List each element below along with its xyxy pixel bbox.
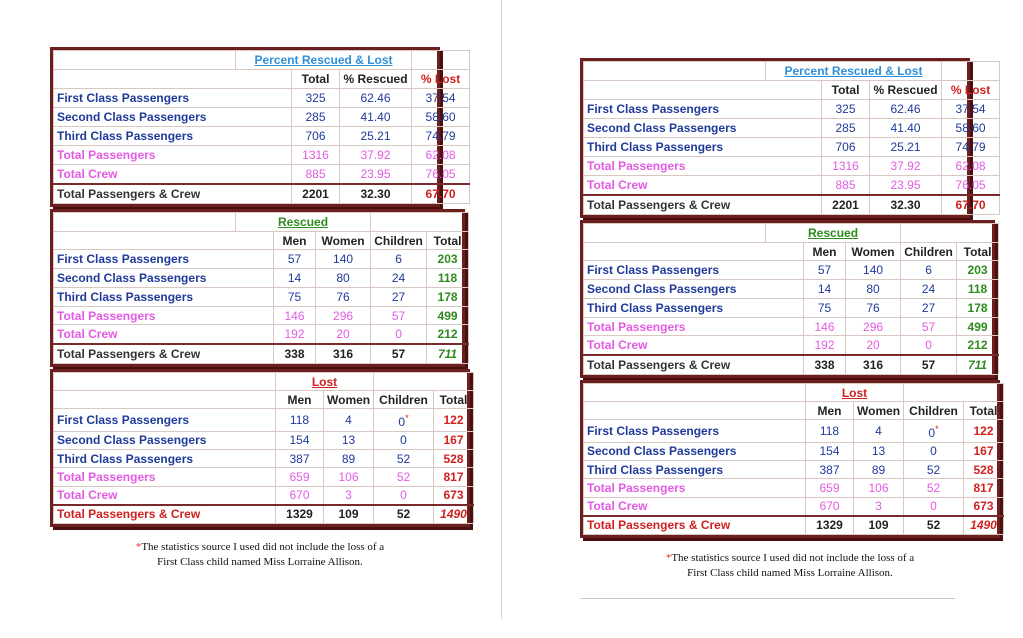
cell-value: 74.79 xyxy=(942,137,1000,156)
cell-value: 316 xyxy=(316,344,371,363)
row-label: Third Class Passengers xyxy=(54,287,274,306)
document-page-2 xyxy=(580,58,1020,638)
table-row xyxy=(54,107,470,126)
cell-value: 118 xyxy=(806,420,854,442)
cell-value: 0* xyxy=(904,420,964,442)
row-label: Total Crew xyxy=(584,497,806,516)
cell-value: 154 xyxy=(806,442,854,460)
table-row xyxy=(54,486,474,505)
cell-value: 1329 xyxy=(276,505,324,524)
cell-value: 140 xyxy=(316,250,371,269)
cell-value: 37.92 xyxy=(870,156,942,175)
table-row xyxy=(584,118,1000,137)
table-row xyxy=(54,306,469,325)
cell-value: 106 xyxy=(854,479,904,497)
cell-value: 3 xyxy=(854,497,904,516)
footnote xyxy=(580,551,1000,581)
row-label: First Class Passengers xyxy=(584,261,804,280)
rescued-col-header: Total xyxy=(427,231,469,250)
percent-col-header: % Rescued xyxy=(870,80,942,99)
cell-value: 203 xyxy=(427,250,469,269)
lost-table xyxy=(580,380,1000,538)
table-row xyxy=(54,184,470,204)
cell-value: 52 xyxy=(374,505,434,524)
page-divider xyxy=(501,0,502,619)
rescued-table xyxy=(580,220,995,378)
table-row xyxy=(584,280,999,299)
row-label: First Class Passengers xyxy=(54,88,292,107)
footnote-star: * xyxy=(665,552,672,564)
cell-value: 140 xyxy=(846,261,901,280)
cell-value: 75 xyxy=(274,287,316,306)
row-label: Second Class Passengers xyxy=(584,118,822,137)
cell-value: 1490 xyxy=(434,505,474,524)
row-label: Total Passengers & Crew xyxy=(54,344,274,363)
row-label: Total Passengers xyxy=(584,317,804,336)
cell-value: 80 xyxy=(846,280,901,299)
cell-value: 74.79 xyxy=(412,126,470,145)
cell-value: 57 xyxy=(371,344,427,363)
cell-value: 58.60 xyxy=(412,107,470,126)
cell-value: 24 xyxy=(371,269,427,288)
percent-table xyxy=(50,47,461,207)
row-label: First Class Passengers xyxy=(584,420,806,442)
lost-col-header: Total xyxy=(964,402,1004,420)
lost-col-header: Women xyxy=(324,391,374,409)
cell-value: 37.54 xyxy=(942,99,1000,118)
cell-value: 0 xyxy=(904,497,964,516)
row-label: Total Passengers & Crew xyxy=(584,355,804,374)
footnote-line-1: The statistics source I used did not include the loss of a xyxy=(671,552,915,564)
cell-value: 0 xyxy=(901,336,957,355)
table-row xyxy=(584,442,1004,460)
row-label: Total Passengers xyxy=(54,306,274,325)
cell-value: 1316 xyxy=(292,145,340,164)
cell-value: 52 xyxy=(904,516,964,535)
table-row xyxy=(584,479,1004,497)
percent-table xyxy=(580,58,991,218)
cell-value: 13 xyxy=(854,442,904,460)
rescued-col-header: Children xyxy=(371,231,427,250)
cell-value: 178 xyxy=(957,298,999,317)
percent-table-title: Percent Rescued & Lost xyxy=(236,51,412,70)
table-row xyxy=(54,88,470,107)
cell-value: 387 xyxy=(276,450,324,468)
cell-value: 2201 xyxy=(822,195,870,215)
table-row xyxy=(54,126,470,145)
cell-value: 57 xyxy=(804,261,846,280)
cell-value: 58.60 xyxy=(942,118,1000,137)
row-label: Second Class Passengers xyxy=(584,280,804,299)
document-page-1 xyxy=(50,47,490,627)
cell-value: 212 xyxy=(957,336,999,355)
cell-value: 499 xyxy=(957,317,999,336)
cell-value: 885 xyxy=(292,164,340,184)
cell-value: 118 xyxy=(427,269,469,288)
cell-value: 62.46 xyxy=(870,99,942,118)
cell-value: 167 xyxy=(434,431,474,449)
cell-value: 0 xyxy=(371,325,427,344)
percent-col-header: Total xyxy=(822,80,870,99)
cell-value: 109 xyxy=(324,505,374,524)
lost-col-header: Children xyxy=(904,402,964,420)
table-row xyxy=(584,137,1000,156)
cell-value: 24 xyxy=(901,280,957,299)
cell-value: 2201 xyxy=(292,184,340,204)
cell-value: 1490 xyxy=(964,516,1004,535)
cell-value: 20 xyxy=(846,336,901,355)
row-label: First Class Passengers xyxy=(54,409,276,431)
cell-value: 122 xyxy=(434,409,474,431)
row-label: Total Crew xyxy=(54,164,292,184)
cell-value: 711 xyxy=(957,355,999,374)
rescued-table xyxy=(50,209,465,367)
table-row xyxy=(584,516,1004,535)
rescued-table-title: Rescued xyxy=(236,213,371,232)
percent-table-title: Percent Rescued & Lost xyxy=(766,62,942,81)
cell-value: 1316 xyxy=(822,156,870,175)
cell-value: 203 xyxy=(957,261,999,280)
row-label: Third Class Passengers xyxy=(584,298,804,317)
cell-value: 325 xyxy=(822,99,870,118)
page-bottom-line xyxy=(580,598,955,599)
row-label: Third Class Passengers xyxy=(584,461,806,479)
cell-value: 0 xyxy=(374,431,434,449)
row-label: Total Passengers xyxy=(54,145,292,164)
cell-value: 23.95 xyxy=(870,175,942,195)
percent-col-header: % Rescued xyxy=(340,69,412,88)
row-label: Total Passengers xyxy=(584,156,822,175)
row-label: Second Class Passengers xyxy=(584,442,806,460)
table-row xyxy=(54,431,474,449)
cell-value: 23.95 xyxy=(340,164,412,184)
cell-value: 37.92 xyxy=(340,145,412,164)
cell-value: 89 xyxy=(324,450,374,468)
cell-value: 118 xyxy=(276,409,324,431)
lost-col-header: Men xyxy=(276,391,324,409)
cell-value: 285 xyxy=(292,107,340,126)
cell-value: 0* xyxy=(374,409,434,431)
cell-value: 528 xyxy=(964,461,1004,479)
cell-value: 4 xyxy=(324,409,374,431)
table-row xyxy=(54,269,469,288)
cell-value: 41.40 xyxy=(870,118,942,137)
row-label: Third Class Passengers xyxy=(54,450,276,468)
rescued-col-header: Men xyxy=(804,242,846,261)
cell-value: 885 xyxy=(822,175,870,195)
row-label: Total Passengers & Crew xyxy=(584,516,806,535)
cell-value: 89 xyxy=(854,461,904,479)
cell-value: 109 xyxy=(854,516,904,535)
percent-col-header: Total xyxy=(292,69,340,88)
cell-value: 711 xyxy=(427,344,469,363)
row-label: Third Class Passengers xyxy=(584,137,822,156)
table-row xyxy=(54,325,469,344)
cell-value: 27 xyxy=(371,287,427,306)
cell-value: 670 xyxy=(276,486,324,505)
row-label: Total Passengers xyxy=(54,468,276,486)
cell-value: 118 xyxy=(957,280,999,299)
rescued-col-header: Men xyxy=(274,231,316,250)
cell-value: 57 xyxy=(901,317,957,336)
table-row xyxy=(54,450,474,468)
cell-value: 52 xyxy=(374,450,434,468)
cell-value: 146 xyxy=(804,317,846,336)
cell-value: 338 xyxy=(274,344,316,363)
cell-value: 62.46 xyxy=(340,88,412,107)
row-label: Total Crew xyxy=(584,336,804,355)
cell-value: 1329 xyxy=(806,516,854,535)
table-row xyxy=(54,250,469,269)
cell-value: 67.70 xyxy=(412,184,470,204)
table-row xyxy=(584,261,999,280)
cell-value: 817 xyxy=(434,468,474,486)
rescued-col-header: Total xyxy=(957,242,999,261)
cell-value: 122 xyxy=(964,420,1004,442)
cell-value: 27 xyxy=(901,298,957,317)
rescued-col-header: Women xyxy=(316,231,371,250)
lost-col-header: Men xyxy=(806,402,854,420)
cell-value: 316 xyxy=(846,355,901,374)
cell-value: 76 xyxy=(316,287,371,306)
lost-col-header: Children xyxy=(374,391,434,409)
row-label: Total Passengers & Crew xyxy=(584,195,822,215)
cell-value: 67.70 xyxy=(942,195,1000,215)
cell-value: 14 xyxy=(804,280,846,299)
lost-col-header: Women xyxy=(854,402,904,420)
row-label: Total Crew xyxy=(54,486,276,505)
cell-value: 106 xyxy=(324,468,374,486)
rescued-col-header: Children xyxy=(901,242,957,261)
lost-table-title: Lost xyxy=(806,384,904,402)
cell-value: 52 xyxy=(374,468,434,486)
cell-value: 499 xyxy=(427,306,469,325)
cell-value: 325 xyxy=(292,88,340,107)
row-label: First Class Passengers xyxy=(584,99,822,118)
row-label: Total Passengers xyxy=(584,479,806,497)
row-label: Third Class Passengers xyxy=(54,126,292,145)
table-row xyxy=(584,298,999,317)
footnote xyxy=(50,540,470,570)
cell-value: 146 xyxy=(274,306,316,325)
percent-col-header: % Lost xyxy=(412,69,470,88)
cell-value: 706 xyxy=(292,126,340,145)
rescued-col-header: Women xyxy=(846,242,901,261)
table-row xyxy=(54,287,469,306)
cell-value: 62.08 xyxy=(942,156,1000,175)
cell-value: 296 xyxy=(316,306,371,325)
cell-value: 3 xyxy=(324,486,374,505)
row-label: Second Class Passengers xyxy=(54,269,274,288)
cell-value: 670 xyxy=(806,497,854,516)
cell-value: 57 xyxy=(901,355,957,374)
table-row xyxy=(54,468,474,486)
cell-value: 285 xyxy=(822,118,870,137)
cell-value: 32.30 xyxy=(340,184,412,204)
row-label: Total Crew xyxy=(54,325,274,344)
cell-value: 0 xyxy=(374,486,434,505)
cell-value: 673 xyxy=(434,486,474,505)
row-label: First Class Passengers xyxy=(54,250,274,269)
footnote-line-1: The statistics source I used did not include the loss of a xyxy=(141,541,385,553)
table-row xyxy=(584,420,1004,442)
cell-value: 387 xyxy=(806,461,854,479)
cell-value: 659 xyxy=(276,468,324,486)
cell-value: 76.05 xyxy=(412,164,470,184)
table-row xyxy=(584,99,1000,118)
footnote-marker: * xyxy=(935,424,939,435)
cell-value: 0 xyxy=(904,442,964,460)
cell-value: 57 xyxy=(274,250,316,269)
cell-value: 25.21 xyxy=(870,137,942,156)
table-row xyxy=(584,336,999,355)
row-label: Second Class Passengers xyxy=(54,107,292,126)
table-row xyxy=(54,344,469,363)
cell-value: 673 xyxy=(964,497,1004,516)
table-row xyxy=(584,355,999,374)
table-row xyxy=(584,461,1004,479)
cell-value: 659 xyxy=(806,479,854,497)
cell-value: 75 xyxy=(804,298,846,317)
cell-value: 528 xyxy=(434,450,474,468)
cell-value: 296 xyxy=(846,317,901,336)
cell-value: 41.40 xyxy=(340,107,412,126)
cell-value: 338 xyxy=(804,355,846,374)
cell-value: 6 xyxy=(371,250,427,269)
footnote-marker: * xyxy=(405,413,409,424)
cell-value: 62.08 xyxy=(412,145,470,164)
row-label: Total Passengers & Crew xyxy=(54,505,276,524)
lost-table xyxy=(50,369,470,527)
cell-value: 178 xyxy=(427,287,469,306)
row-label: Second Class Passengers xyxy=(54,431,276,449)
cell-value: 817 xyxy=(964,479,1004,497)
cell-value: 76.05 xyxy=(942,175,1000,195)
cell-value: 37.54 xyxy=(412,88,470,107)
table-row xyxy=(584,195,1000,215)
table-row xyxy=(54,409,474,431)
cell-value: 14 xyxy=(274,269,316,288)
cell-value: 25.21 xyxy=(340,126,412,145)
footnote-star: * xyxy=(135,541,142,553)
cell-value: 4 xyxy=(854,420,904,442)
row-label: Total Crew xyxy=(584,175,822,195)
cell-value: 32.30 xyxy=(870,195,942,215)
cell-value: 706 xyxy=(822,137,870,156)
percent-col-header: % Lost xyxy=(942,80,1000,99)
footnote-line-2: First Class child named Miss Lorraine Allison. xyxy=(157,556,363,568)
table-row xyxy=(54,145,470,164)
cell-value: 212 xyxy=(427,325,469,344)
table-row xyxy=(54,164,470,184)
cell-value: 6 xyxy=(901,261,957,280)
cell-value: 52 xyxy=(904,479,964,497)
cell-value: 57 xyxy=(371,306,427,325)
cell-value: 154 xyxy=(276,431,324,449)
lost-col-header: Total xyxy=(434,391,474,409)
cell-value: 192 xyxy=(274,325,316,344)
cell-value: 13 xyxy=(324,431,374,449)
table-row xyxy=(584,175,1000,195)
table-row xyxy=(584,497,1004,516)
cell-value: 80 xyxy=(316,269,371,288)
cell-value: 52 xyxy=(904,461,964,479)
table-row xyxy=(54,505,474,524)
cell-value: 167 xyxy=(964,442,1004,460)
footnote-line-2: First Class child named Miss Lorraine Allison. xyxy=(687,567,893,579)
rescued-table-title: Rescued xyxy=(766,224,901,243)
table-row xyxy=(584,317,999,336)
cell-value: 192 xyxy=(804,336,846,355)
cell-value: 20 xyxy=(316,325,371,344)
row-label: Total Passengers & Crew xyxy=(54,184,292,204)
cell-value: 76 xyxy=(846,298,901,317)
table-row xyxy=(584,156,1000,175)
lost-table-title: Lost xyxy=(276,373,374,391)
